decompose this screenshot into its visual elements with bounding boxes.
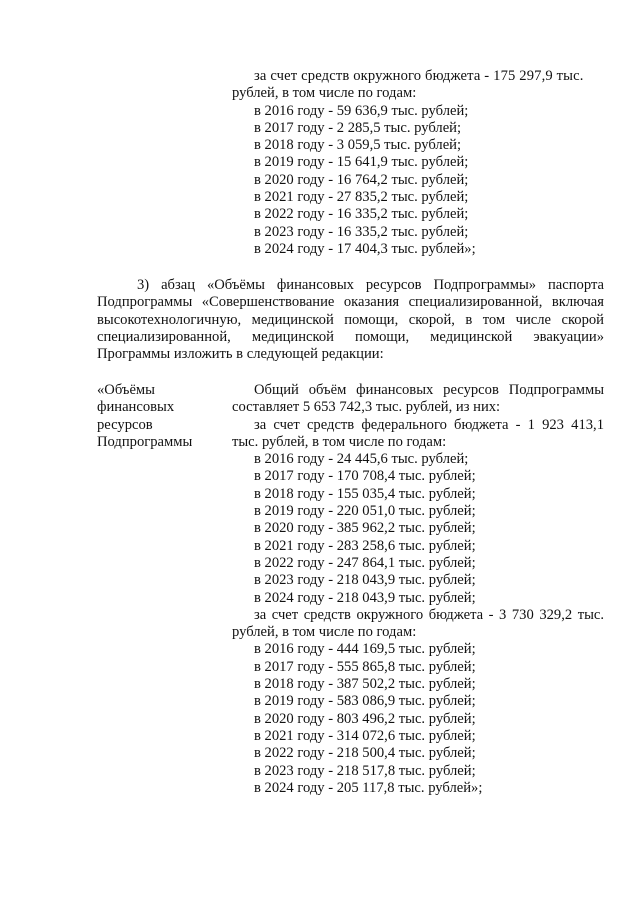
paragraph-line: высокотехнологичную, медицинской помощи, скорой, в том числе скорой: [97, 311, 604, 328]
paragraph-line: Программы изложить в следующей редакции:: [97, 346, 384, 363]
year-line: в 2018 году - 3 059,5 тыс. рублей;: [254, 137, 462, 154]
federal-budget-intro-cont: тыс. рублей, в том числе по годам:: [232, 433, 447, 450]
district-year-line: в 2021 году - 314 072,6 тыс. рублей;: [254, 727, 476, 744]
federal-year-line: в 2019 году - 220 051,0 тыс. рублей;: [254, 503, 476, 520]
paragraph-line: специализированной, медицинской помощи, медицинской эвакуации»: [97, 328, 604, 345]
federal-year-line: в 2022 году - 247 864,1 тыс. рублей;: [254, 554, 476, 571]
year-line: в 2023 году - 16 335,2 тыс. рублей;: [254, 223, 469, 240]
district-year-line: в 2017 году - 555 865,8 тыс. рублей;: [254, 658, 476, 675]
label-line: «Объёмы: [97, 382, 155, 398]
amendment-paragraph: [97, 277, 604, 363]
year-line: в 2020 году - 16 764,2 тыс. рублей;: [254, 171, 469, 188]
table-left-label: [97, 382, 217, 451]
federal-year-line: в 2018 году - 155 035,4 тыс. рублей;: [254, 485, 476, 502]
year-line: в 2016 году - 59 636,9 тыс. рублей;: [254, 102, 469, 119]
federal-budget-intro: за счет средств федерального бюджета - 1 923 413,1: [254, 416, 604, 433]
paragraph-line: 3) абзац «Объёмы финансовых ресурсов Подпрограммы» паспорта: [137, 277, 604, 293]
federal-year-line: в 2023 году - 218 043,9 тыс. рублей;: [254, 572, 476, 589]
year-line: в 2021 году - 27 835,2 тыс. рублей;: [254, 189, 469, 206]
label-line: Подпрограммы: [97, 433, 193, 450]
district-year-line: в 2024 году - 205 117,8 тыс. рублей»;: [254, 779, 483, 796]
federal-year-line: в 2017 году - 170 708,4 тыс. рублей;: [254, 468, 476, 485]
district-budget-intro: за счет средств окружного бюджета - 3 730 329,2 тыс.: [254, 606, 604, 623]
label-line: финансовых: [97, 399, 175, 416]
district-year-line: в 2019 году - 583 086,9 тыс. рублей;: [254, 693, 476, 710]
label-line: ресурсов: [97, 416, 153, 433]
year-line: в 2024 году - 17 404,3 тыс. рублей»;: [254, 240, 476, 257]
district-budget-intro-cont: рублей, в том числе по годам:: [232, 624, 417, 641]
federal-year-line: в 2024 году - 218 043,9 тыс. рублей;: [254, 589, 476, 606]
district-year-line: в 2023 году - 218 517,8 тыс. рублей;: [254, 762, 476, 779]
total-line: Общий объём финансовых ресурсов Подпрограммы: [254, 382, 604, 398]
total-line-cont: составляет 5 653 742,3 тыс. рублей, из них:: [232, 399, 501, 416]
federal-year-line: в 2020 году - 385 962,2 тыс. рублей;: [254, 520, 476, 537]
district-budget-intro: за счет средств окружного бюджета - 175 297,9 тыс.: [254, 68, 584, 84]
district-year-line: в 2020 году - 803 496,2 тыс. рублей;: [254, 710, 476, 727]
district-year-line: в 2022 году - 218 500,4 тыс. рублей;: [254, 745, 476, 762]
district-year-line: в 2018 году - 387 502,2 тыс. рублей;: [254, 676, 476, 693]
table-right-content: [232, 382, 604, 797]
year-line: в 2017 году - 2 285,5 тыс. рублей;: [254, 119, 462, 136]
year-line: в 2022 году - 16 335,2 тыс. рублей;: [254, 206, 469, 223]
paragraph-line: Подпрограммы «Совершенствование оказания специализированной, включая: [97, 294, 604, 311]
district-budget-intro-cont: рублей, в том числе по годам:: [232, 85, 417, 102]
year-line: в 2019 году - 15 641,9 тыс. рублей;: [254, 154, 469, 171]
district-year-line: в 2016 году - 444 169,5 тыс. рублей;: [254, 641, 476, 658]
district-budget-block-top: [232, 68, 604, 258]
federal-year-line: в 2016 году - 24 445,6 тыс. рублей;: [254, 451, 469, 468]
federal-year-line: в 2021 году - 283 258,6 тыс. рублей;: [254, 537, 476, 554]
